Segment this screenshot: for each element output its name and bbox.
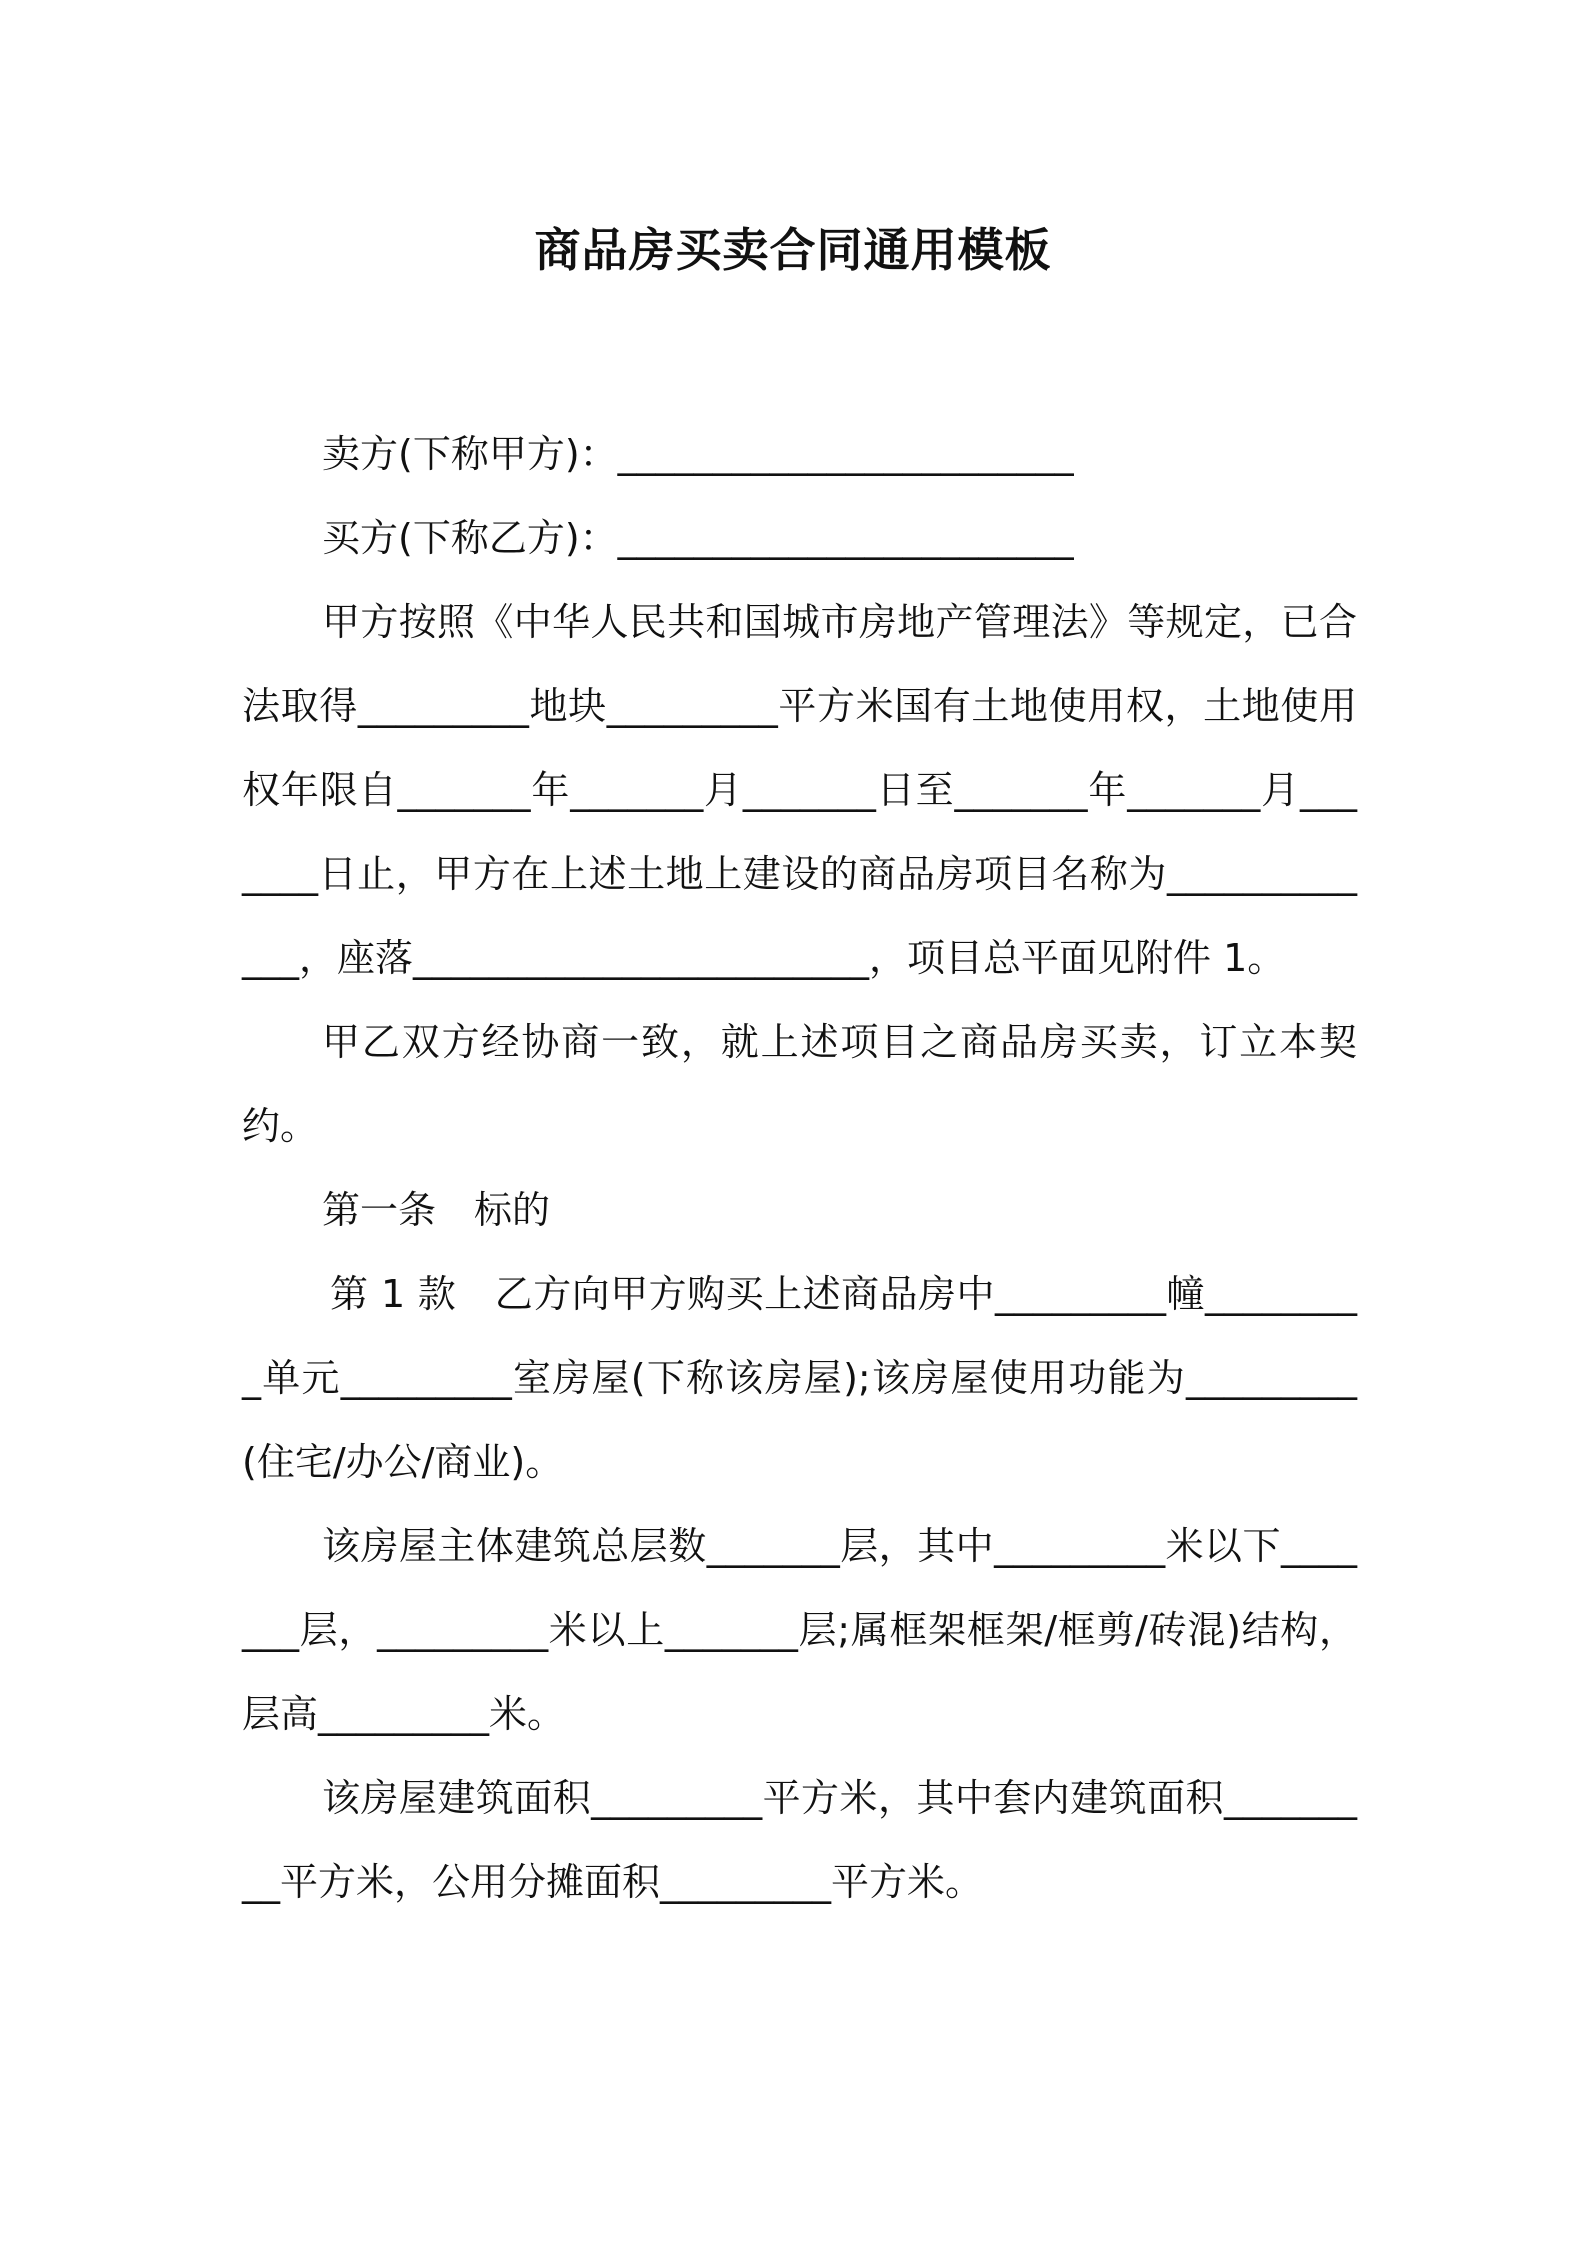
area-paragraph: 该房屋建筑面积_________平方米，其中套内建筑面积_________平方米，公用分摊面积_________平方米。	[242, 1776, 1357, 1904]
intro-paragraph: 甲方按照《中华人民共和国城市房地产管理法》等规定，已合法取得_________地块_________平方米国有土地使用权，土地使用权年限自_______年_______月_______日至_______年_______月_______日止，甲方在上述土地上建设的商品房项目名称为_____________，座落________________________，项目总平面见附件 1。	[242, 600, 1357, 980]
article-1-title: 第一条 标的	[322, 1188, 551, 1232]
clause-1-paragraph: 第 1 款 乙方向甲方购买上述商品房中_________幢_________单元_________室房屋(下称该房屋);该房屋使用功能为_________(住宅/办公/商业)。	[242, 1272, 1357, 1484]
buyer-line: 买方(下称乙方)：________________________	[322, 516, 1074, 560]
floors-paragraph: 该房屋主体建筑总层数_______层，其中_________米以下_______层，_________米以上_______层;属框架框架/框剪/砖混)结构，层高_________米。	[242, 1524, 1357, 1736]
seller-line: 卖方(下称甲方)：________________________	[322, 432, 1074, 476]
document-body	[242, 412, 1357, 1924]
agreement-paragraph: 甲乙双方经协商一致，就上述项目之商品房买卖，订立本契约。	[242, 1020, 1357, 1148]
document-title: 商品房买卖合同通用模板	[534, 223, 1052, 277]
